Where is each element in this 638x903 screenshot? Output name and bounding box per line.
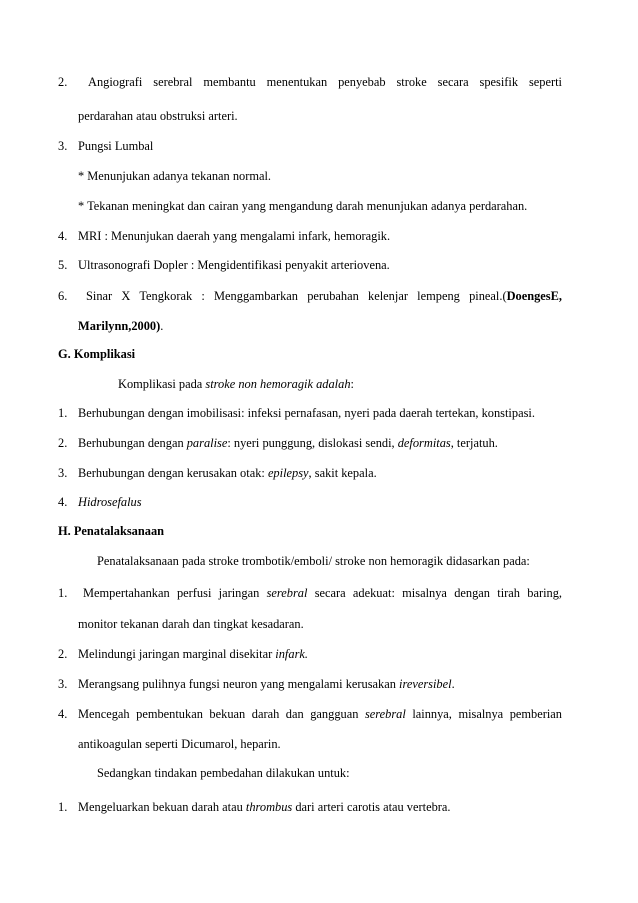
text-run: lainnya, misalnya pemberian bbox=[405, 707, 563, 721]
text-run: : bbox=[350, 377, 354, 391]
text-run: secara adekuat: misalnya dengan tirah baring, bbox=[307, 586, 562, 600]
text-run: , sakit kepala. bbox=[308, 466, 377, 480]
paragraph-line bbox=[78, 706, 562, 722]
italic-text: infark. bbox=[275, 647, 308, 661]
list-number: 3. bbox=[58, 466, 68, 480]
paragraph-line: Berhubungan dengan imobilisasi: infeksi pernafasan, nyeri pada daerah tertekan, konstipasi. bbox=[78, 406, 535, 420]
text-run: Mempertahankan perfusi jaringan bbox=[83, 586, 267, 600]
text-run: Mencegah pembentukan bekuan darah dan gangguan bbox=[78, 707, 365, 721]
list-number: 2. bbox=[58, 75, 68, 89]
list-number: 5. bbox=[58, 258, 68, 272]
list-number: 2. bbox=[58, 436, 68, 450]
text-run: Komplikasi pada bbox=[118, 377, 206, 391]
text-run: Sinar X Tengkorak : Menggambarkan perubahan kelenjar lempeng pineal.( bbox=[86, 289, 507, 303]
paragraph-line bbox=[86, 288, 562, 304]
list-number: 4. bbox=[58, 495, 68, 509]
citation-text: DoengesE, bbox=[506, 289, 562, 303]
paragraph-line: MRI : Menunjukan daerah yang mengalami infark, hemoragik. bbox=[78, 229, 391, 243]
bullet-line: * Tekanan meningkat dan cairan yang mengandung darah menunjukan adanya perdarahan. bbox=[78, 199, 528, 213]
text-run: , terjatuh. bbox=[450, 436, 498, 450]
paragraph-line: monitor tekanan darah dan tingkat kesadaran. bbox=[78, 617, 304, 631]
section-heading: G. Komplikasi bbox=[58, 347, 136, 361]
paragraph-line: perdarahan atau obstruksi arteri. bbox=[78, 109, 238, 123]
paragraph-line bbox=[83, 585, 562, 601]
list-number: 6. bbox=[58, 289, 68, 303]
list-number: 4. bbox=[58, 229, 68, 243]
italic-text: epilepsy bbox=[267, 466, 309, 480]
paragraph-line bbox=[78, 465, 377, 481]
section-intro: Sedangkan tindakan pembedahan dilakukan untuk: bbox=[97, 766, 350, 780]
list-number: 2. bbox=[58, 647, 68, 661]
italic-text: thrombus bbox=[245, 800, 293, 814]
paragraph-line bbox=[78, 318, 163, 334]
list-number: 3. bbox=[58, 677, 68, 691]
italic-text: deformitas bbox=[397, 436, 451, 450]
text-run: Melindungi jaringan marginal disekitar bbox=[78, 647, 276, 661]
paragraph-line: Angiografi serebral membantu menentukan penyebab stroke secara spesifik seperti bbox=[88, 75, 562, 89]
list-number: 4. bbox=[58, 707, 68, 721]
list-number: 3. bbox=[58, 139, 68, 153]
italic-text: serebral bbox=[364, 707, 406, 721]
italic-text: ireversibel bbox=[399, 677, 452, 691]
text-run: Berhubungan dengan bbox=[78, 436, 187, 450]
paragraph-line: antikoagulan seperti Dicumarol, heparin. bbox=[78, 737, 281, 751]
text-run: . bbox=[451, 677, 455, 691]
paragraph-line: Pungsi Lumbal bbox=[78, 139, 154, 153]
text-run: Merangsang pulihnya fungsi neuron yang mengalami kerusakan bbox=[78, 677, 400, 691]
section-intro bbox=[118, 376, 354, 392]
text-run: Mengeluarkan bekuan darah atau bbox=[78, 800, 246, 814]
section-intro: Penatalaksanaan pada stroke trombotik/emboli/ stroke non hemoragik didasarkan pada: bbox=[97, 554, 530, 568]
paragraph-line bbox=[78, 646, 308, 662]
list-number: 1. bbox=[58, 586, 68, 600]
paragraph-line bbox=[78, 676, 455, 692]
italic-text: paralise bbox=[186, 436, 228, 450]
section-heading: H. Penatalaksanaan bbox=[58, 524, 165, 538]
text-run: : nyeri punggung, dislokasi sendi, bbox=[227, 436, 398, 450]
list-number: 1. bbox=[58, 406, 68, 420]
paragraph-line: Hidrosefalus bbox=[78, 495, 142, 509]
list-number: 1. bbox=[58, 800, 68, 814]
text-run: . bbox=[160, 319, 164, 333]
paragraph-line bbox=[78, 799, 451, 815]
paragraph-line: Ultrasonografi Dopler : Mengidentifikasi penyakit arteriovena. bbox=[78, 258, 390, 272]
text-run: Berhubungan dengan kerusakan otak: bbox=[78, 466, 268, 480]
italic-text: serebral bbox=[266, 586, 308, 600]
citation-text: Marilynn,2000) bbox=[78, 319, 161, 333]
text-run: dari arteri carotis atau vertebra. bbox=[292, 800, 451, 814]
paragraph-line bbox=[78, 435, 498, 451]
bullet-line: * Menunjukan adanya tekanan normal. bbox=[78, 169, 272, 183]
italic-text: stroke non hemoragik adalah bbox=[205, 377, 351, 391]
